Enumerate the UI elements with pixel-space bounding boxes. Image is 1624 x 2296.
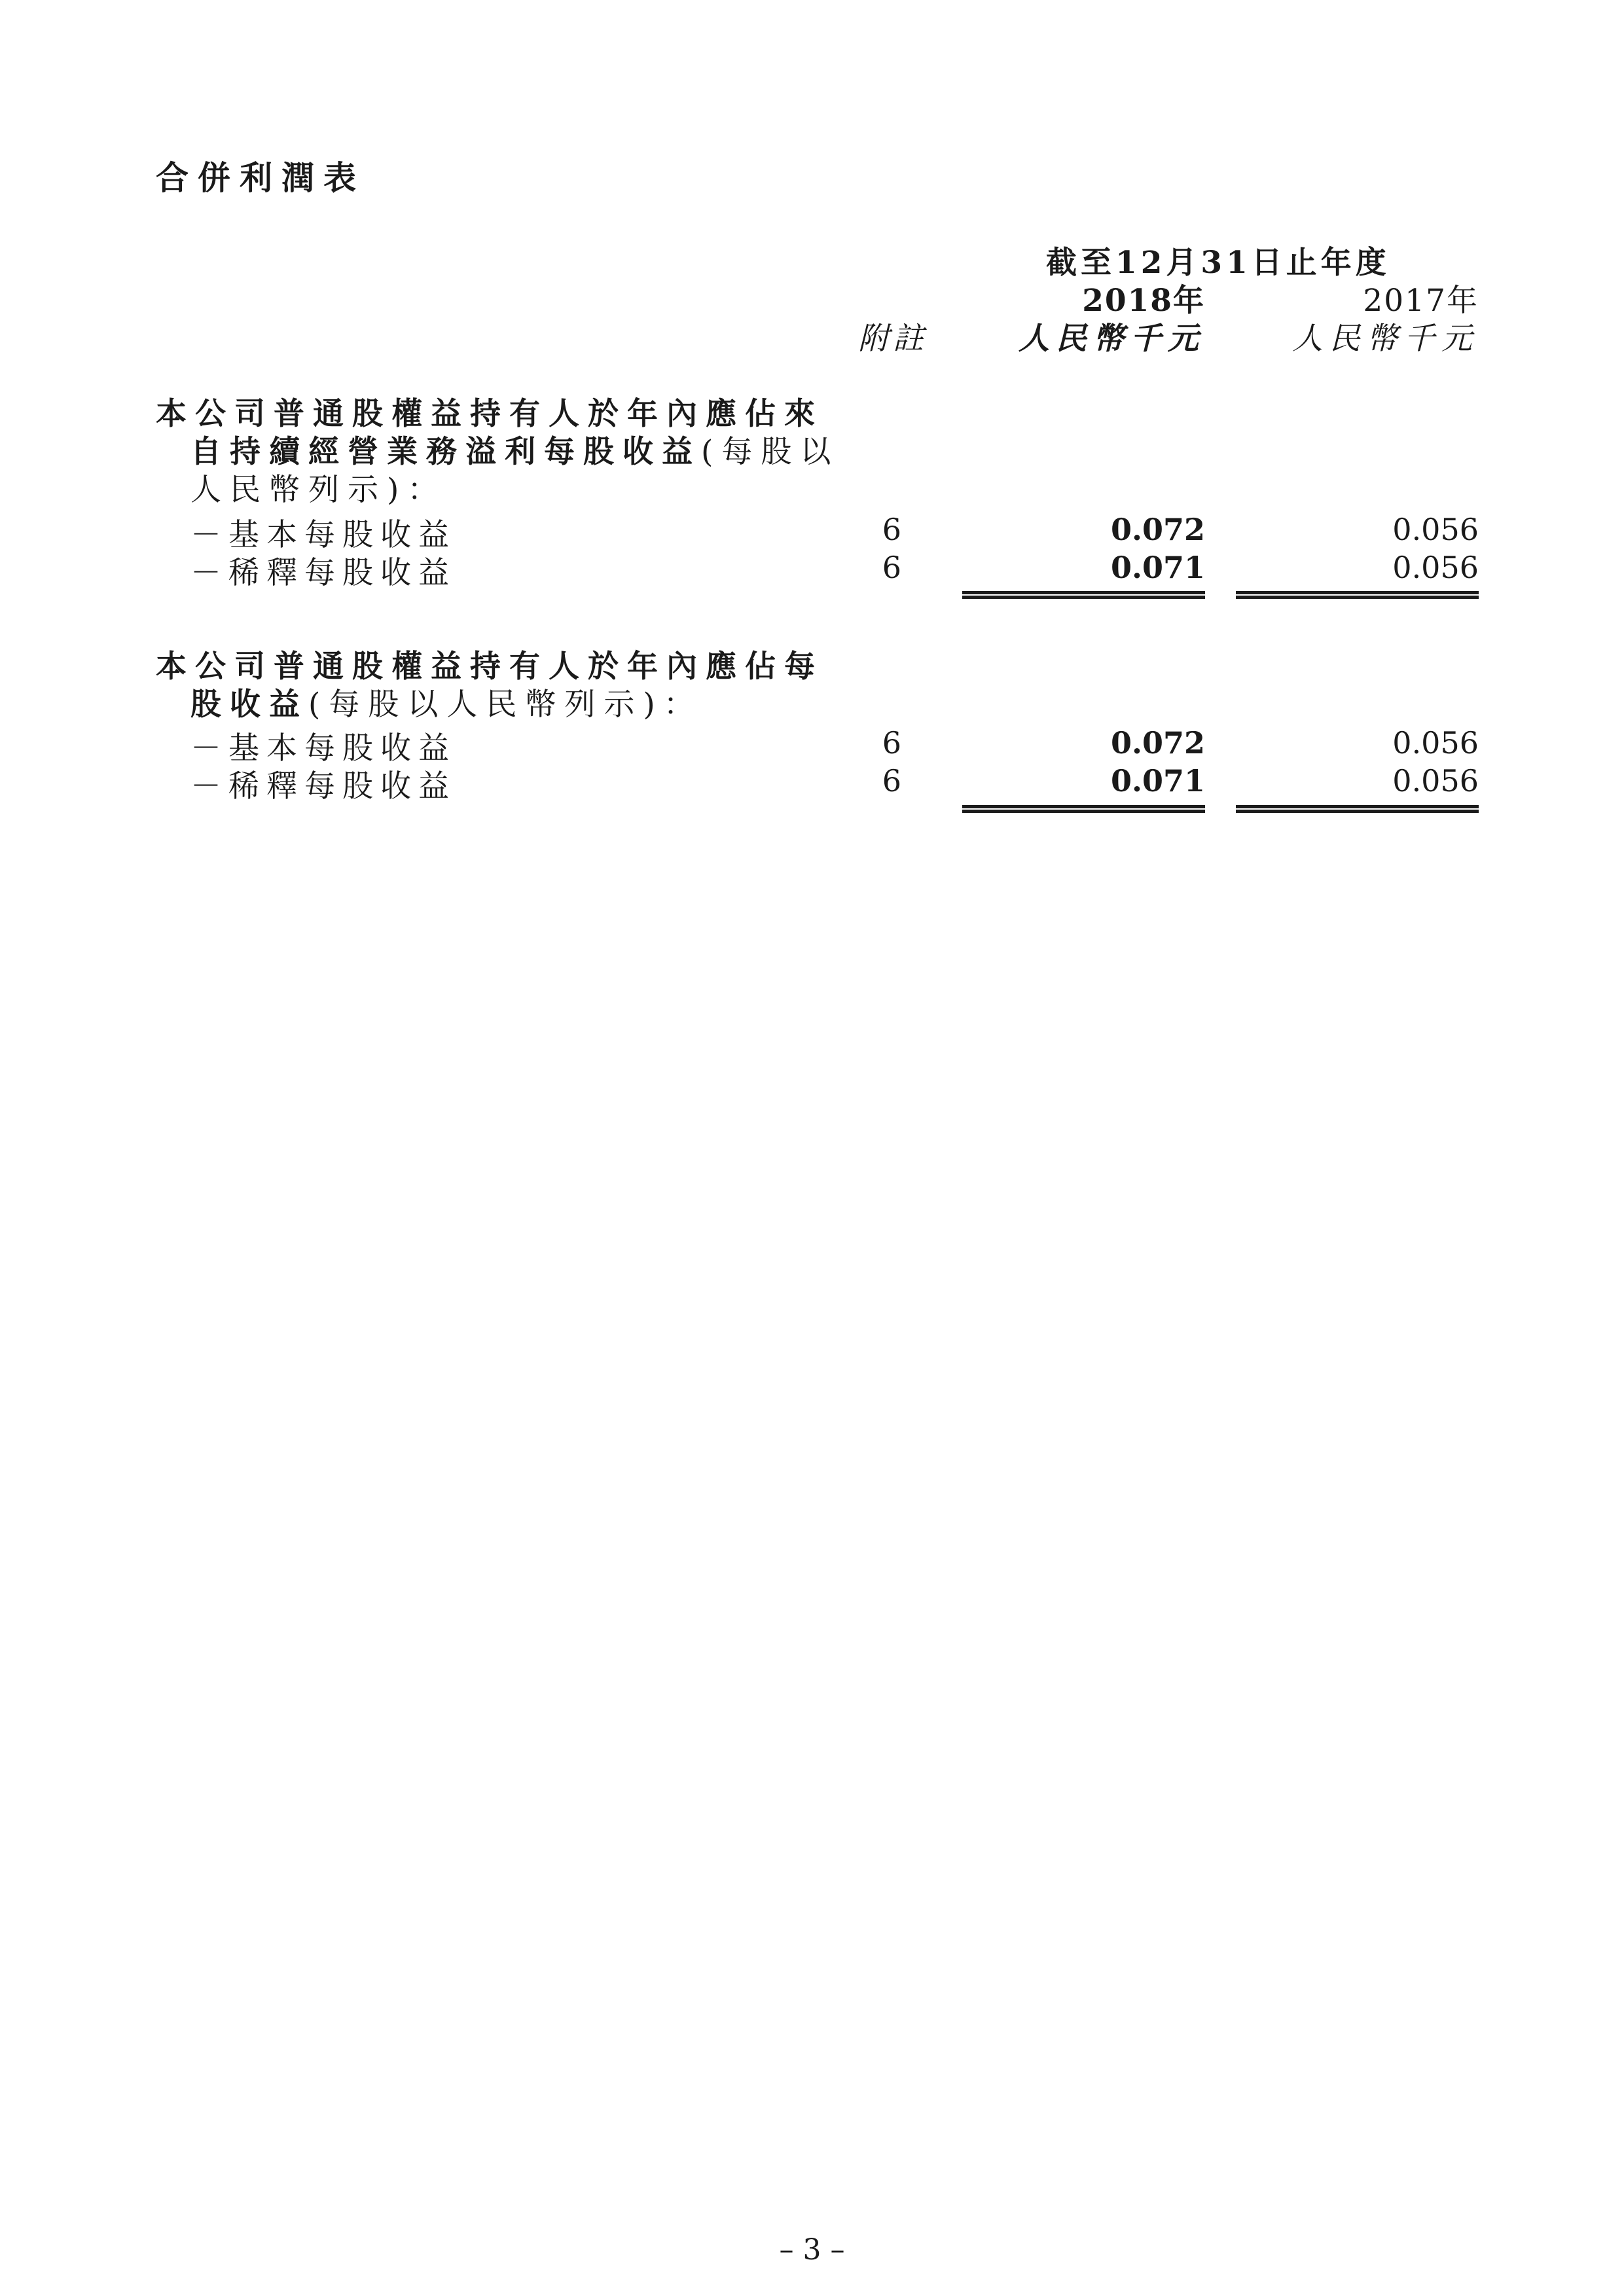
table-row-note: 6 [882,763,901,798]
period-header: 截至12月31日止年度 [1046,245,1390,281]
page-title: 合併利潤表 [156,158,365,197]
table-row-prior: 0.056 [1392,512,1479,547]
table-row-note: 6 [882,725,901,761]
table-row-note: 6 [882,550,901,585]
section-1-heading-line3: 人民幣列示)： [190,472,447,508]
unit-prior-header: 人民幣千元 [1292,321,1479,357]
section-1-heading-line1: 本公司普通股權益持有人於年內應佔來 [156,396,823,432]
section-2-heading-line2-bold: 股收益 [190,687,308,723]
table-row-current: 0.071 [1110,763,1205,798]
table-row-current: 0.072 [1110,512,1205,547]
unit-current-header: 人民幣千元 [1019,321,1205,357]
section-1-heading-line2 [190,433,839,471]
year-prior-header: 2017年 [1363,283,1479,319]
section-2-heading-line2-normal: (每股以人民幣列示)： [308,687,703,723]
table-row-prior: 0.056 [1392,725,1479,761]
double-underline-prior [1236,591,1479,599]
table-row-current: 0.071 [1110,550,1205,585]
table-row-current: 0.072 [1110,725,1205,761]
page-number: – 3 – [779,2233,845,2267]
double-underline-current [962,591,1205,599]
double-underline-current [962,805,1205,813]
section-1-heading-line2-normal: (每股以 [701,434,840,470]
section-1-heading-line2-bold: 自持續經營業務溢利每股收益 [190,434,701,470]
table-row-note: 6 [882,512,901,547]
table-row-label: －稀釋每股收益 [190,768,456,804]
section-2-heading-line2 [190,686,703,724]
note-column-header: 附註 [858,321,928,357]
section-2-heading-line1: 本公司普通股權益持有人於年內應佔每 [156,649,823,685]
year-current-header: 2018年 [1082,283,1205,319]
table-row-prior: 0.056 [1392,763,1479,798]
table-row-prior: 0.056 [1392,550,1479,585]
table-row-label: －基本每股收益 [190,517,456,553]
table-row-label: －稀釋每股收益 [190,555,456,591]
table-row-label: －基本每股收益 [190,730,456,766]
double-underline-prior [1236,805,1479,813]
